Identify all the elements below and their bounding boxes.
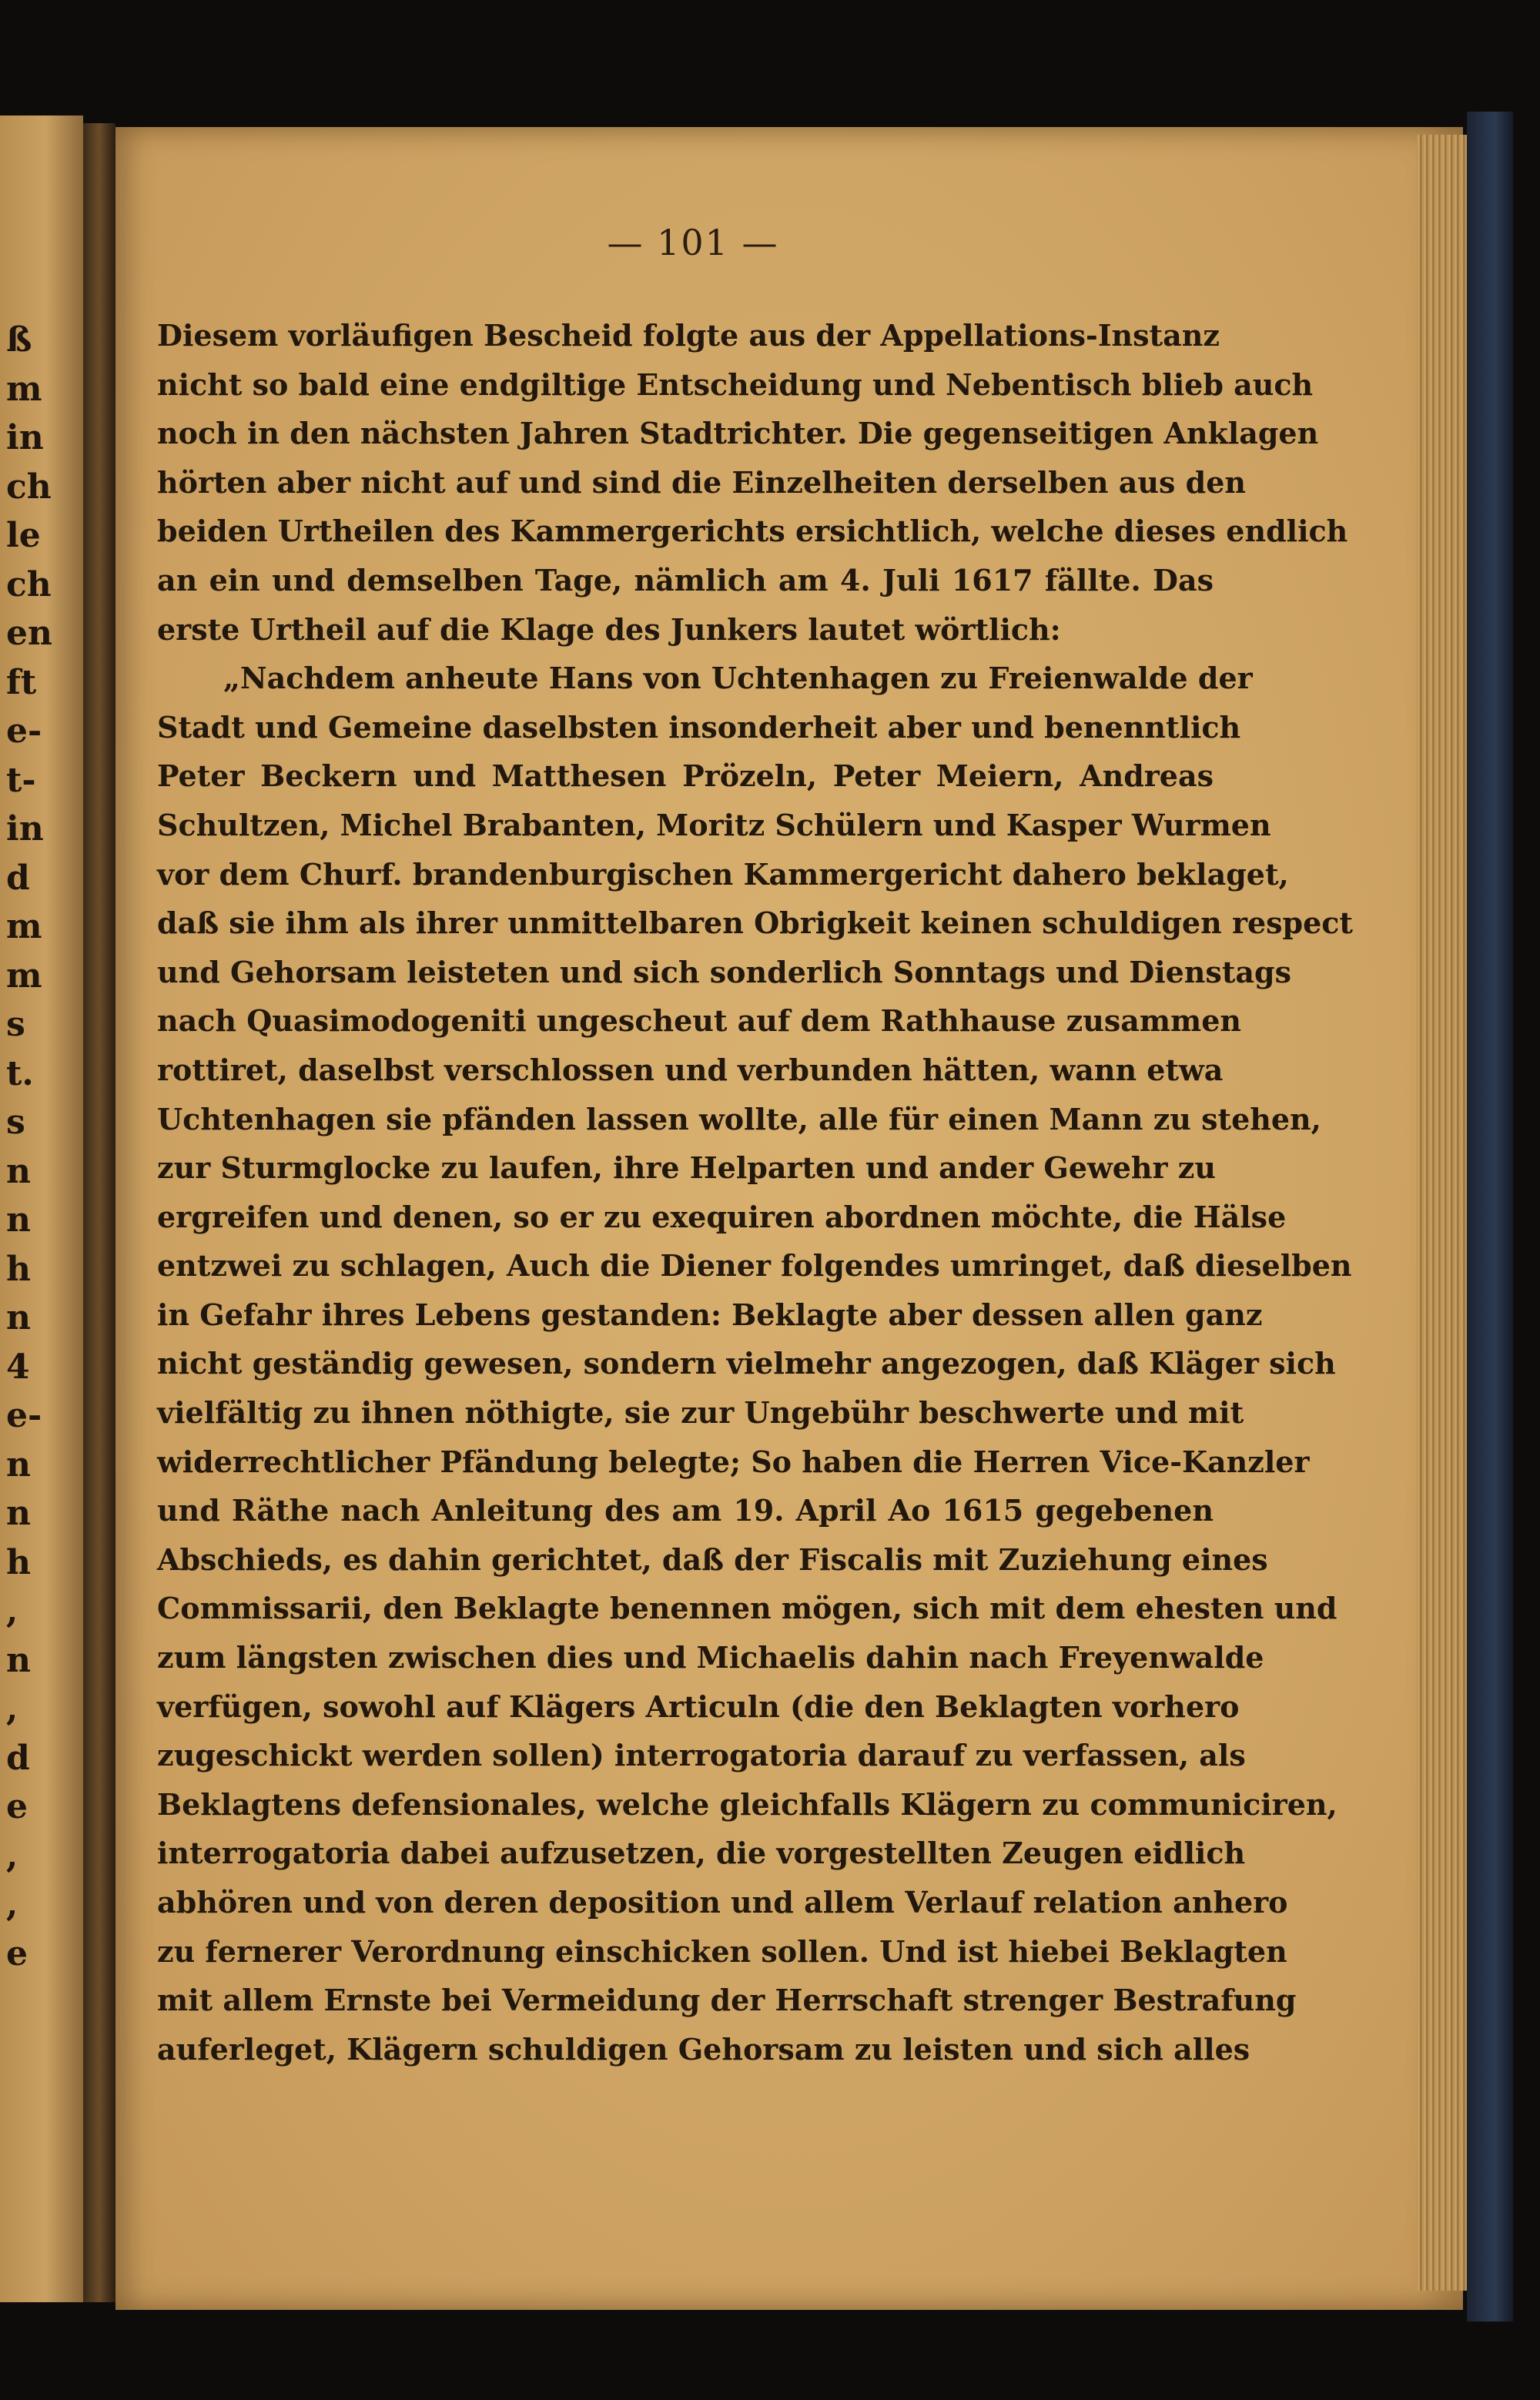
left-page-fragment: d [6, 858, 30, 898]
left-page-fragment: in [6, 809, 44, 849]
text-line: abhören und von deren deposition und allem Verlauf relation anhero [157, 1885, 1288, 1920]
left-page-fragment: , [6, 1836, 18, 1876]
text-line: interrogatoria dabei aufzusetzen, die vorgestellten Zeugen eidlich [157, 1836, 1246, 1871]
left-page-fragment: , [6, 1592, 18, 1631]
left-page-fragment: t. [6, 1053, 34, 1093]
left-page-fragment: s [6, 1005, 25, 1044]
left-page-fragment: 4 [6, 1347, 30, 1387]
left-page-fragment: h [6, 1542, 31, 1582]
text-line: zum längsten zwischen dies und Michaelis dahin nach Freyenwalde [157, 1640, 1264, 1675]
text-line: zu fernerer Verordnung einschicken sollen. Und ist hiebei Beklagten [157, 1933, 1287, 1969]
text-line: nach Quasimodogeniti ungescheut auf dem Rathhause zusammen [157, 1003, 1242, 1039]
text-line: und Räthe nach Anleitung des am 19. April Ao 1615 gegebenen [157, 1493, 1214, 1528]
left-page-fragment: en [6, 614, 52, 653]
text-line: beiden Urtheilen des Kammergerichts ersichtlich, welche dieses endlich [157, 514, 1348, 549]
left-page-fragment: m [6, 369, 42, 409]
text-line: entzwei zu schlagen, Auch die Diener folgendes umringet, daß dieselben [157, 1248, 1352, 1284]
text-line: daß sie ihm als ihrer unmittelbaren Obrigkeit keinen schuldigen respect [157, 905, 1353, 941]
left-page-fragment: in [6, 418, 44, 457]
text-line: hörten aber nicht auf und sind die Einzelheiten derselben aus den [157, 464, 1247, 500]
book-cover-edge [1467, 112, 1513, 2321]
left-page-fragment: n [6, 1640, 31, 1680]
left-page-fragment: s [6, 1103, 25, 1142]
left-page-fragment: d [6, 1738, 30, 1778]
text-line: „Nachdem anheute Hans von Uchtenhagen zu Freienwalde der [223, 661, 1253, 696]
text-line: Beklagtens defensionales, welche gleichfalls Klägern zu communiciren, [157, 1786, 1337, 1822]
text-line: rottiret, daselbst verschlossen und verbunden hätten, wann etwa [157, 1052, 1224, 1087]
left-page-fragment: ß [6, 320, 32, 360]
page-edges [1417, 135, 1471, 2291]
text-line: zur Sturmglocke zu laufen, ihre Helparten und ander Gewehr zu [157, 1150, 1216, 1186]
text-line: ergreifen und denen, so er zu exequiren abordnen möchte, die Hälse [157, 1199, 1287, 1234]
text-line: noch in den nächsten Jahren Stadtrichter. Die gegenseitigen Anklagen [157, 416, 1319, 451]
left-page-fragment: m [6, 956, 42, 996]
left-page-fragment: m [6, 907, 42, 946]
text-line: Peter Beckern und Matthesen Prözeln, Peter Meiern, Andreas [157, 758, 1214, 794]
text-line: widerrechtlicher Pfändung belegte; So haben die Herren Vice-Kanzler [157, 1444, 1310, 1479]
left-page-fragment: n [6, 1444, 31, 1485]
text-line: Uchtenhagen sie pfänden lassen wollte, alle für einen Mann zu stehen, [157, 1101, 1321, 1136]
left-page-fragment: n [6, 1200, 31, 1240]
left-page-fragment: n [6, 1298, 31, 1337]
left-page-fragment: e- [6, 1396, 42, 1435]
text-line: vielfältig zu ihnen nöthigte, sie zur Ungebühr beschwerte und mit [157, 1395, 1244, 1431]
text-line: Schultzen, Michel Brabanten, Moritz Schülern und Kasper Wurmen [157, 807, 1271, 842]
text-line: in Gefahr ihres Lebens gestanden: Beklagte aber dessen allen ganz [157, 1297, 1263, 1332]
text-line: vor dem Churf. brandenburgischen Kammergericht dahero beklaget, [157, 856, 1289, 892]
left-page-fragment: e [6, 1933, 28, 1973]
left-page-fragment: n [6, 1494, 31, 1533]
text-line: nicht geständig gewesen, sondern vielmehr angezogen, daß Kläger sich [157, 1346, 1336, 1381]
left-page-fragment: le [6, 516, 41, 555]
left-page-fragment: ft [6, 662, 37, 702]
left-page-fragment: e- [6, 711, 42, 751]
text-line: mit allem Ernste bei Vermeidung der Herrschaft strenger Bestrafung [157, 1983, 1297, 2018]
text-line: verfügen, sowohl auf Klägers Articuln (die den Beklagten vorhero [157, 1689, 1240, 1724]
text-line: Abschieds, es dahin gerichtet, daß der Fiscalis mit Zuziehung eines [157, 1541, 1268, 1577]
page-body-text [157, 311, 1353, 2074]
page-number: — 101 — [607, 222, 779, 263]
left-page-fragment: , [6, 1885, 18, 1924]
text-line: Diesem vorläufigen Bescheid folgte aus der Appellations-Instanz [157, 318, 1220, 353]
text-line: auferleget, Klägern schuldigen Gehorsam zu leisten und sich alles [157, 2031, 1250, 2067]
text-line: Stadt und Gemeine daselbsten insonderheit aber und benenntlich [157, 709, 1241, 745]
left-page-fragment: n [6, 1151, 31, 1191]
left-page-fragment: ch [6, 564, 52, 604]
left-page-fragment: e [6, 1787, 28, 1826]
text-line: Commissarii, den Beklagte benennen mögen, sich mit dem ehesten und [157, 1591, 1337, 1626]
left-page-fragment: ch [6, 467, 52, 507]
book-gutter [83, 123, 116, 2302]
text-line: zugeschickt werden sollen) interrogatoria darauf zu verfassen, als [157, 1738, 1246, 1773]
text-line: nicht so bald eine endgiltige Entscheidung und Nebentisch blieb auch [157, 367, 1314, 402]
left-page-edge [0, 115, 83, 2302]
left-page-fragment: t- [6, 760, 36, 800]
left-page-fragment: , [6, 1689, 18, 1729]
left-page-fragment: h [6, 1249, 31, 1289]
text-line: und Gehorsam leisteten und sich sonderlich Sonntags und Dienstags [157, 954, 1291, 989]
text-line: erste Urtheil auf die Klage des Junkers lautet wörtlich: [157, 611, 1061, 647]
text-line: an ein und demselben Tage, nämlich am 4. Juli 1617 fällte. Das [157, 562, 1214, 597]
